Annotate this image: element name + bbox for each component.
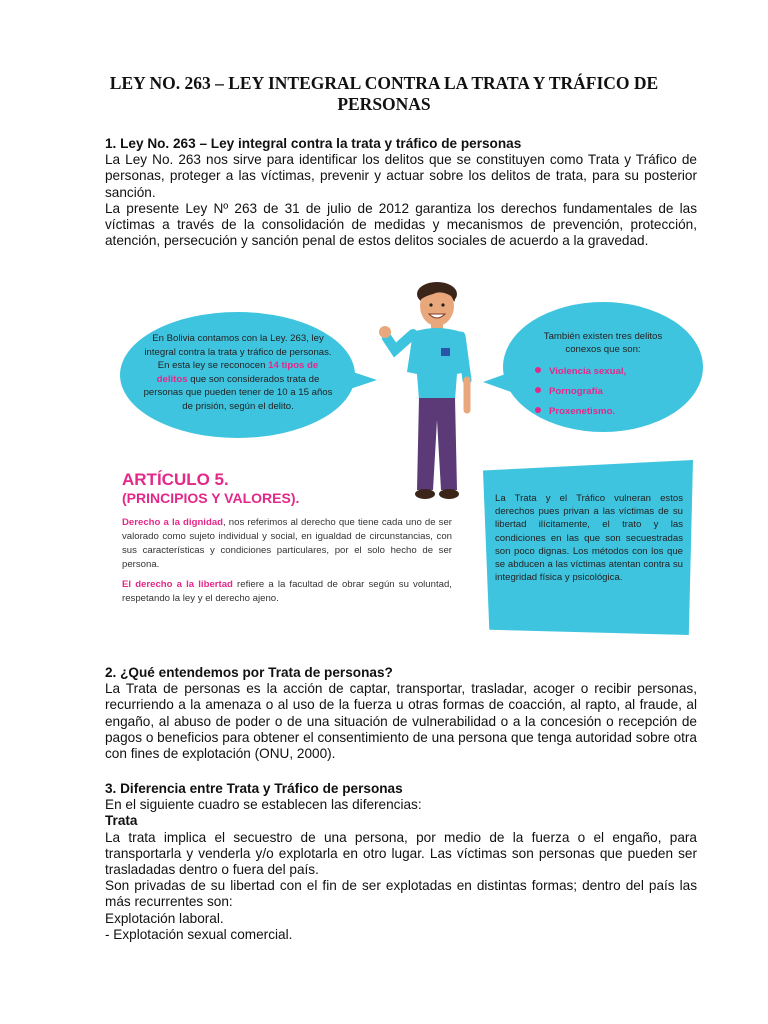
section-1-heading: 1. Ley No. 263 – Ley integral contra la trata y tráfico de personas xyxy=(105,136,522,151)
section-3-item-2: - Explotación sexual comercial. xyxy=(105,926,293,942)
section-3-paragraph-2: Son privadas de su libertad con el fin de ser explotadas en distintas formas; dentro del país las más recurrentes son: xyxy=(105,878,697,910)
highlight-14-tipos: 14 tipos de delitos xyxy=(156,360,319,385)
section-3-subheading: Trata xyxy=(105,813,138,829)
infographic xyxy=(105,270,697,640)
speech-bubble-right-intro: También existen tres delitos conexos que son: xyxy=(543,331,663,355)
info-box-right-text: La Trata y el Tráfico vulneran estos derechos pues privan a las víctimas de su libertad ilícitamente, el trato y las condiciones en las que son secuestradas son poco dignas. Los métodos con los que se abducen a las víctimas atentan contra su integridad física y psicológica. xyxy=(495,493,683,584)
section-1 xyxy=(105,136,697,249)
speech-bubble-left-text: En Bolivia contamos con la Ley. 263, ley integral contra la trata y tráfico de personas. En esta ley se reconocen 14 tipos de delitos que son considerados trata de personas que pueden tener de 10 a 15 años de prisión, según el delito. xyxy=(143,333,333,412)
section-3 xyxy=(105,781,697,943)
article-subtitle: (PRINCIPIOS Y VALORES). xyxy=(122,490,300,506)
dignity-paragraph: Derecho a la dignidad, nos referimos al derecho que tiene cada uno de ser valorado como sujeto individual y social, en igualdad de circunstancias, con sus características y condiciones particulares, por el solo hecho de ser persona. xyxy=(122,517,452,570)
bullet-icon xyxy=(535,387,541,393)
article-title: ARTÍCULO 5. xyxy=(122,470,229,489)
section-3-item-1: Explotación laboral. xyxy=(105,910,224,926)
section-2-paragraph-1: La Trata de personas es la acción de captar, transportar, trasladar, acoger o recibir personas, recurriendo a la amenaza o al uso de la fuerza u otras formas de coacción, al rapto, al fraude, al engaño, al abuso de poder o de una situación de vulnerabilidad o a la concesión o recepción de pagos o beneficios para obtener el consentimiento de una persona que tenga autoridad sobre otra con fines de explotación (ONU, 2000). xyxy=(105,681,697,762)
related-crimes-list xyxy=(535,362,685,422)
list-item: Violencia sexual, xyxy=(535,362,685,382)
section-3-intro: En el siguiente cuadro se establecen las diferencias: xyxy=(105,797,422,813)
section-3-paragraph-1: La trata implica el secuestro de una persona, por medio de la fuerza o el engaño, para transportarla y venderla y/o explotarla en otro lugar. Las víctimas son personas que pueden ser trasladadas dentro o fuera del país. xyxy=(105,829,697,878)
section-1-paragraph-2: La presente Ley Nº 263 de 31 de julio de 2012 garantiza los derechos fundamentales de las víctimas a través de la consolidación de medidas y mecanismos de prevención, protección, atención, persecución y sanción penal de estos delitos sociales de acuerdo a la gravedad. xyxy=(105,200,697,249)
section-3-heading: 3. Diferencia entre Trata y Tráfico de personas xyxy=(105,781,403,796)
bullet-icon xyxy=(535,367,541,373)
list-item: Pornografía xyxy=(535,382,685,402)
document-title: LEY NO. 263 – LEY INTEGRAL CONTRA LA TRATA Y TRÁFICO DE PERSONAS xyxy=(109,73,659,114)
list-item: Proxenetismo. xyxy=(535,402,685,422)
section-2 xyxy=(105,665,697,762)
bullet-icon xyxy=(535,407,541,413)
section-2-heading: 2. ¿Qué entendemos por Trata de personas? xyxy=(105,665,393,680)
freedom-paragraph: El derecho a la libertad refiere a la facultad de obrar según su voluntad, respetando la ley y el derecho ajeno. xyxy=(122,579,452,604)
section-1-paragraph-1: La Ley No. 263 nos sirve para identificar los delitos que se constituyen como Trata y Tráfico de personas, proteger a las víctimas, prevenir y actuar sobre los delitos de trata, para su posterior sanción. xyxy=(105,152,697,200)
article-body xyxy=(122,516,452,612)
